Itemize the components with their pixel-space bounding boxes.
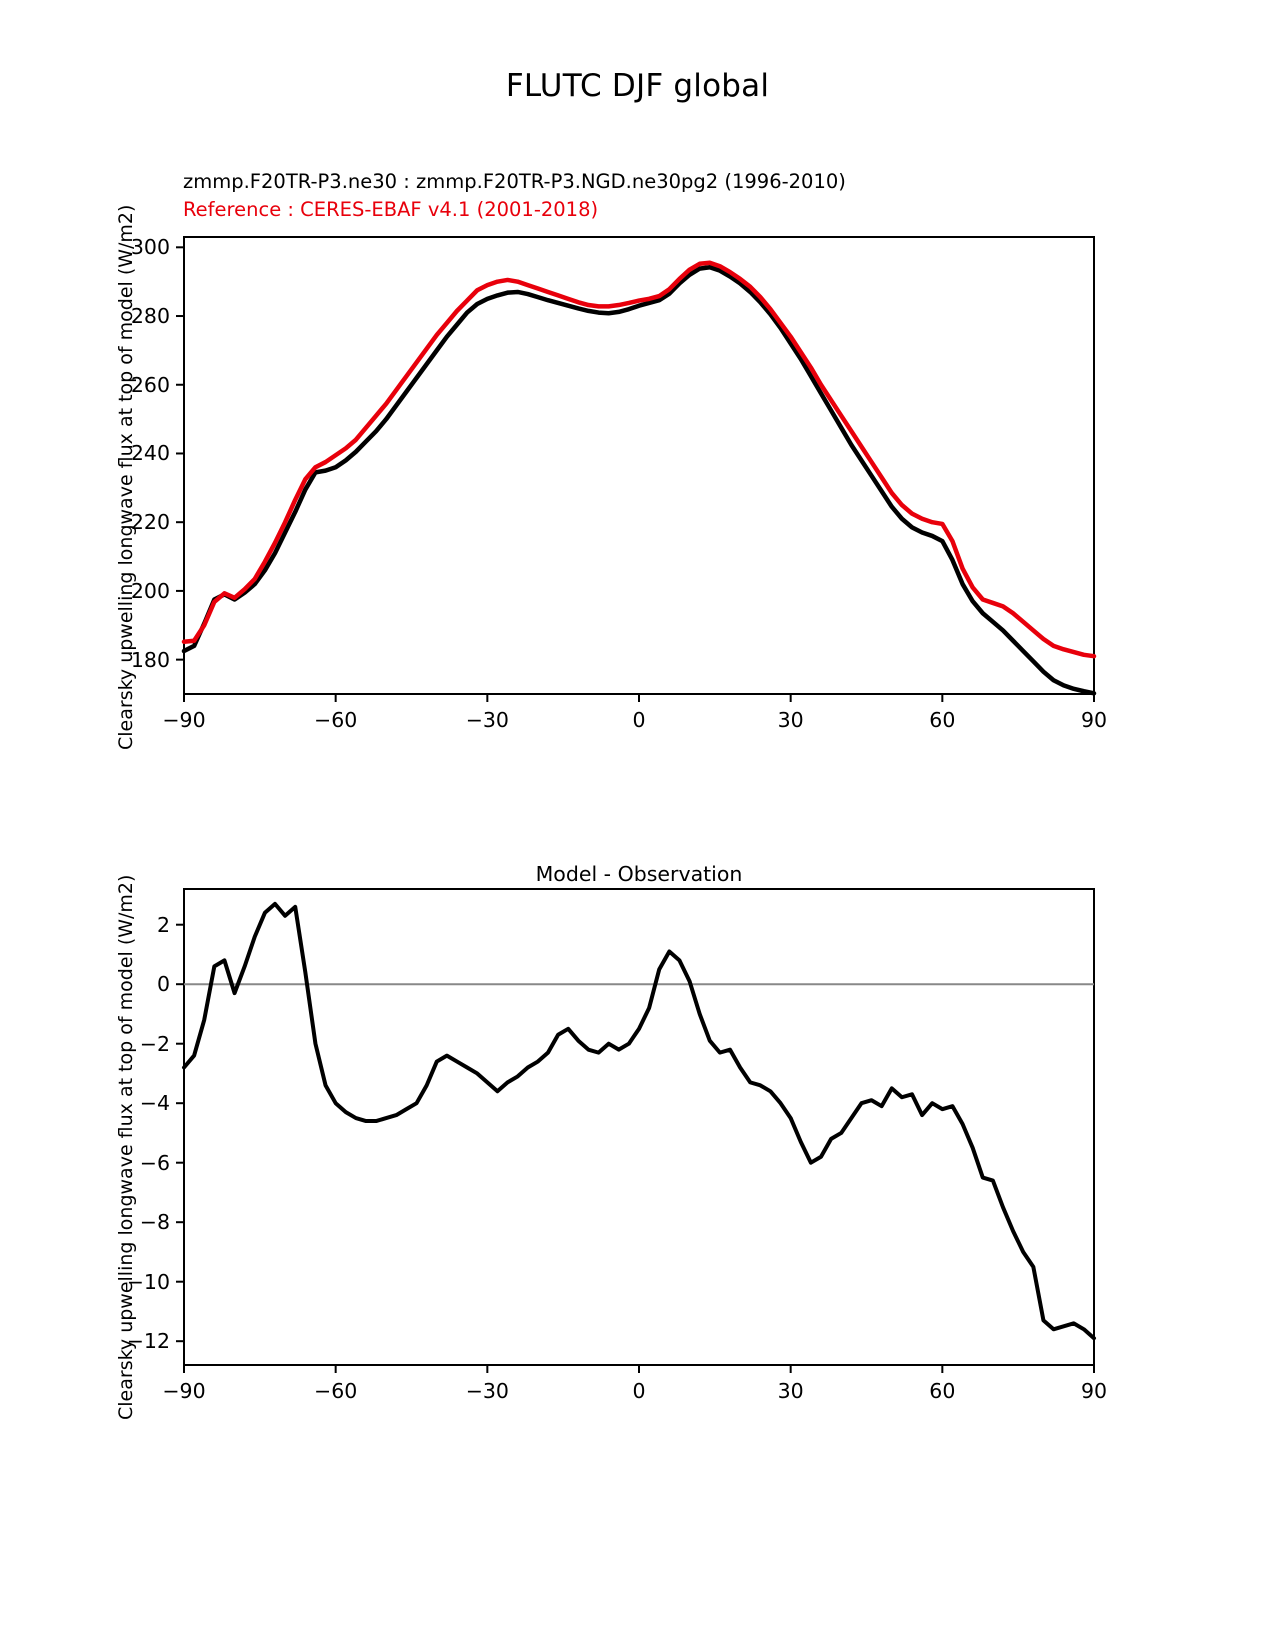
x-tick-label: −30 <box>465 1379 509 1403</box>
y-tick-label: 280 <box>130 304 170 329</box>
y-tick-label: 2 <box>156 912 170 937</box>
x-tick-label: −60 <box>314 708 358 732</box>
y-tick-label: 300 <box>130 235 170 260</box>
x-tick-label: 0 <box>632 1379 646 1403</box>
y-tick-label: 0 <box>156 972 170 997</box>
data-series-line <box>184 904 1094 1338</box>
bottom-panel-ylabel: Clearsky upwelling longwave flux at top of model (W/m2) <box>115 874 137 1420</box>
y-tick-label: 180 <box>130 647 170 672</box>
x-tick-label: 90 <box>1080 708 1108 732</box>
y-tick-label: −2 <box>139 1031 170 1056</box>
y-tick-label: 220 <box>130 510 170 535</box>
x-tick-label: −90 <box>162 708 206 732</box>
x-tick-label: 60 <box>929 708 956 732</box>
y-tick-label: −8 <box>139 1210 170 1235</box>
y-tick-label: −10 <box>126 1269 170 1294</box>
x-tick-label: 30 <box>777 1379 804 1403</box>
top-panel-ylabel: Clearsky upwelling longwave flux at top of model (W/m2) <box>115 204 137 750</box>
y-tick-label: 200 <box>130 578 170 603</box>
figure-suptitle: FLUTC DJF global <box>505 68 770 104</box>
y-tick-label: −6 <box>139 1150 170 1175</box>
x-tick-label: 90 <box>1080 1379 1108 1403</box>
x-tick-label: −30 <box>465 708 509 732</box>
x-tick-label: −90 <box>162 1379 206 1403</box>
bottom-panel-title: Model - Observation <box>535 862 743 886</box>
x-tick-label: 0 <box>632 708 646 732</box>
legend-reference-label: Reference : CERES-EBAF v4.1 (2001-2018) <box>183 198 599 221</box>
legend-model-label: zmmp.F20TR-P3.ne30 : zmmp.F20TR-P3.NGD.ne30pg2 (1996-2010) <box>183 170 846 193</box>
y-tick-label: 260 <box>130 372 170 397</box>
y-tick-label: −4 <box>139 1091 170 1116</box>
x-tick-label: 30 <box>777 708 804 732</box>
x-tick-label: 60 <box>929 1379 956 1403</box>
y-tick-label: 240 <box>130 441 170 466</box>
x-tick-label: −60 <box>314 1379 358 1403</box>
y-tick-label: −12 <box>126 1329 170 1354</box>
